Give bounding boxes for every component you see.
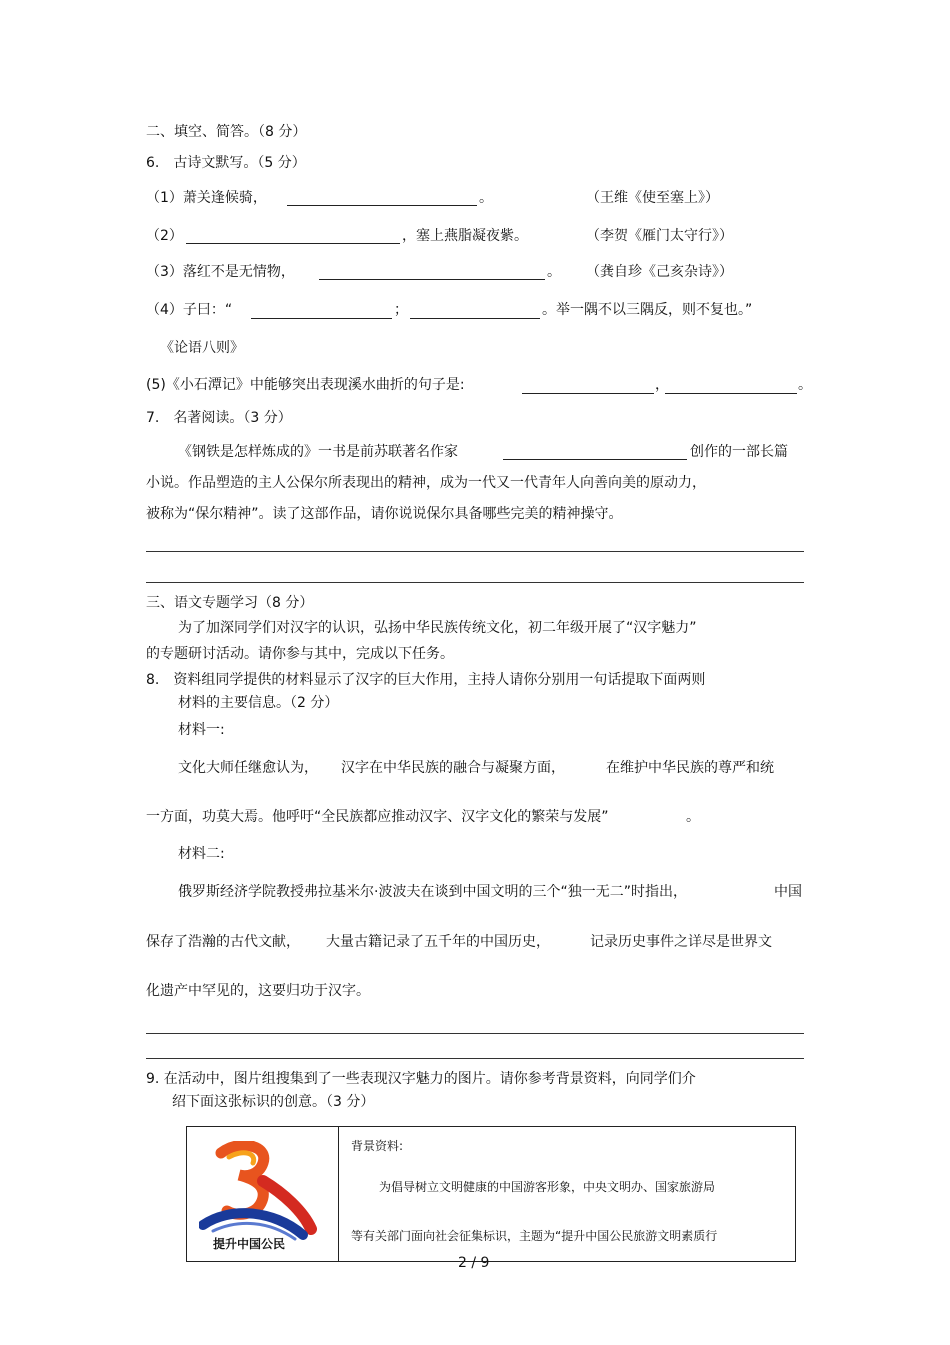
q6-item1-suffix: 。 <box>479 190 493 206</box>
q6-item1-source: （王维《使至塞上》） <box>586 190 719 206</box>
q9-line2: 绍下面这张标识的创意。（3 分） <box>172 1094 375 1110</box>
q6-item5-mid: ， <box>655 377 669 393</box>
q7-line3: 被称为“保尔精神”。读了这部作品，请你说说保尔具备哪些完美的精神操守。 <box>146 506 623 522</box>
q8-line2: 材料的主要信息。（2 分） <box>178 695 339 711</box>
q8-material1-label: 材料一: <box>178 722 225 738</box>
q6-item4-suffix: 。举一隅不以三隅反，则不复也。” <box>542 302 753 318</box>
q7-line2: 小说。作品塑造的主人公保尔所表现出的精神，成为一代又一代青年人向善向美的原动力， <box>146 475 706 491</box>
q6-item4-blank-a[interactable] <box>251 318 392 319</box>
section3-intro-2: 的专题研讨活动。请你参与其中，完成以下任务。 <box>146 646 454 662</box>
box-divider <box>338 1127 339 1261</box>
q7-author-blank[interactable] <box>503 459 687 460</box>
q6-item1-blank[interactable] <box>287 205 477 206</box>
q6-item2-suffix: ，塞上燕脂凝夜紫。 <box>402 228 528 244</box>
q6-item2-prefix: （2） <box>146 228 183 244</box>
q8-material2-text-b2: 大量古籍记录了五千年的中国历史， <box>326 934 550 950</box>
bg-label: 背景资料: <box>351 1139 404 1153</box>
q6-title: 6. 古诗文默写。（5 分） <box>146 155 306 171</box>
bg-text-1: 为倡导树立文明健康的中国游客形象，中央文明办、国家旅游局 <box>379 1180 716 1194</box>
q8-line1: 8. 资料组同学提供的材料显示了汉字的巨大作用，主持人请你分别用一句话提取下面两则 <box>146 672 706 688</box>
q6-item5-blank-b[interactable] <box>665 393 797 394</box>
q6-item5-prefix: (5)《小石潭记》中能够突出表现溪水曲折的句子是: <box>146 377 465 393</box>
q6-item4-prefix: （4）子曰：“ <box>146 302 233 318</box>
q8-material2-text-a1: 俄罗斯经济学院教授弗拉基米尔·波波夫在谈到中国文明的三个“独一无二”时指出， <box>178 884 687 900</box>
q6-item5-suffix: 。 <box>798 377 812 393</box>
q6-item5-blank-a[interactable] <box>522 393 654 394</box>
q6-item3-source: （龚自珍《己亥杂诗》） <box>586 264 733 280</box>
q6-item4-mid: ； <box>394 302 408 318</box>
q8-material2-label: 材料二: <box>178 846 225 862</box>
q6-item4-source: 《论语八则》 <box>160 340 244 356</box>
q7-answer-line-2[interactable] <box>146 582 804 583</box>
q7-line1a: 《钢铁是怎样炼成的》一书是前苏联著名作家 <box>178 444 458 460</box>
civilized-tourism-logo <box>199 1141 325 1255</box>
q6-item1-prefix: （1）萧关逢候骑， <box>146 190 267 206</box>
section2-heading: 二、填空、简答。（8 分） <box>146 124 307 140</box>
q8-answer-line-2[interactable] <box>146 1058 804 1059</box>
q6-item2-blank[interactable] <box>186 243 400 244</box>
q6-item3-blank[interactable] <box>319 279 545 280</box>
q6-item4-blank-b[interactable] <box>410 318 540 319</box>
q8-material2-text-a2: 中国 <box>774 884 802 900</box>
q8-answer-line-1[interactable] <box>146 1033 804 1034</box>
q9-line1: 9. 在活动中，图片组搜集到了一些表现汉字魅力的图片。请你参考背景资料，向同学们介 <box>146 1071 696 1087</box>
q8-material1-text-a2: 汉字在中华民族的融合与凝聚方面， <box>341 760 565 776</box>
q8-material2-text-b1: 保存了浩瀚的古代文献， <box>146 934 300 950</box>
q7-line1b: 创作的一部长篇 <box>690 444 788 460</box>
q7-title: 7. 名著阅读。（3 分） <box>146 410 292 426</box>
q8-material1-text-a3: 在维护中华民族的尊严和统 <box>606 760 774 776</box>
section3-intro-1: 为了加深同学们对汉字的认识，弘扬中华民族传统文化，初二年级开展了“汉字魅力” <box>178 620 697 636</box>
q8-material1-text-b-end: 。 <box>686 809 700 825</box>
q8-material2-text-c: 化遗产中罕见的，这要归功于汉字。 <box>146 983 370 999</box>
logo-caption: 提升中国公民 <box>213 1237 286 1251</box>
section3-heading: 三、语文专题学习（8 分） <box>146 595 314 611</box>
page-number: 2 / 9 <box>458 1255 490 1271</box>
q7-answer-line-1[interactable] <box>146 551 804 552</box>
q8-material1-text-b: 一方面，功莫大焉。他呼吁“全民族都应推动汉字、汉字文化的繁荣与发展” <box>146 809 609 825</box>
q6-item2-source: （李贺《雁门太守行》） <box>586 228 733 244</box>
q9-material-box <box>186 1126 796 1262</box>
bg-text-2: 等有关部门面向社会征集标识，主题为“提升中国公民旅游文明素质行 <box>351 1229 718 1243</box>
q6-item3-suffix: 。 <box>547 264 561 280</box>
q6-item3-prefix: （3）落红不是无情物， <box>146 264 295 280</box>
q8-material2-text-b3: 记录历史事件之详尽是世界文 <box>590 934 772 950</box>
q8-material1-text-a1: 文化大师任继愈认为， <box>178 760 318 776</box>
